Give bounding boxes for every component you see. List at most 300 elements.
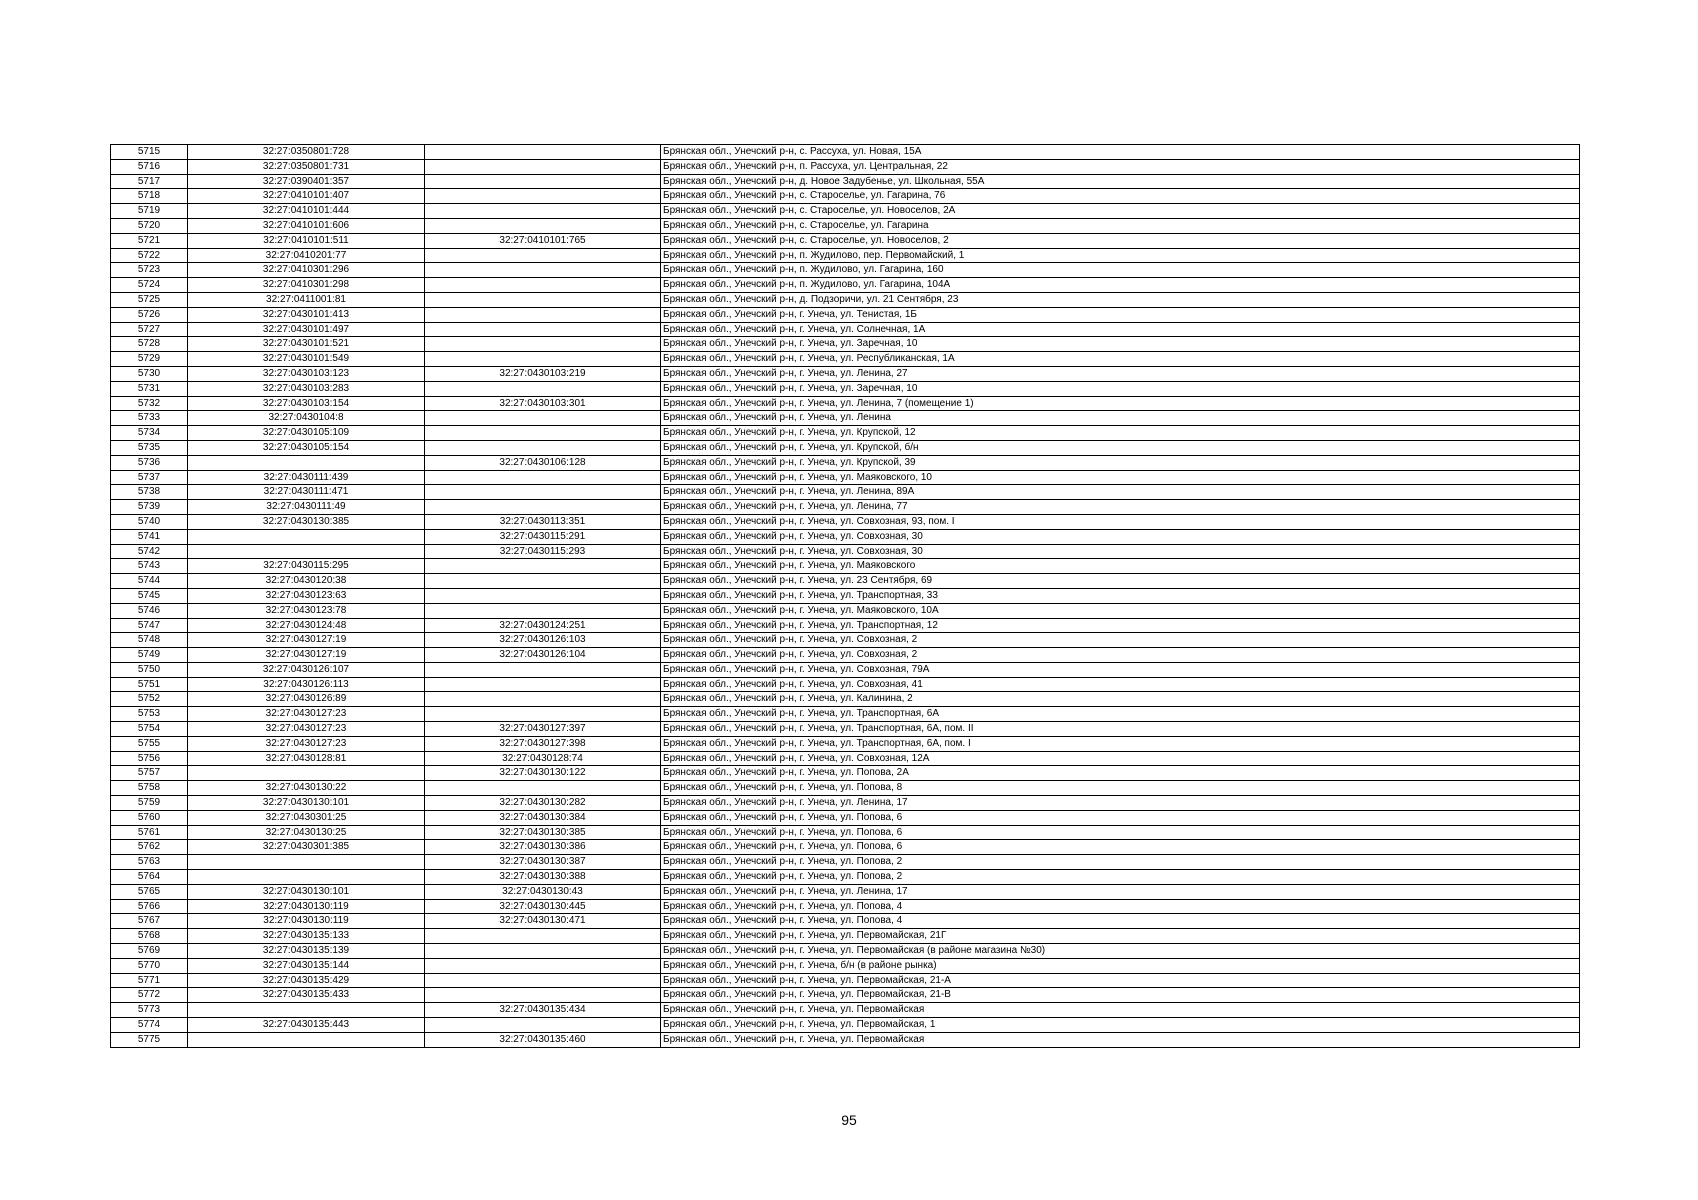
address-cell: Брянская обл., Унечский р-н, г. Унеча, ул. Транспортная, 6А, пом. II: [661, 722, 1580, 737]
table-row: [111, 633, 1580, 648]
related-cadastral-number-cell: 32:27:0430130:43: [425, 884, 661, 899]
table-row: [111, 958, 1580, 973]
cadastral-number-cell: 32:27:0430126:107: [188, 662, 425, 677]
row-number-cell: 5721: [111, 233, 188, 248]
table-row: [111, 500, 1580, 515]
related-cadastral-number-cell: [425, 574, 661, 589]
row-number-cell: 5718: [111, 189, 188, 204]
related-cadastral-number-cell: 32:27:0430130:387: [425, 855, 661, 870]
table-row: [111, 677, 1580, 692]
address-cell: Брянская обл., Унечский р-н, г. Унеча, ул. 23 Сентября, 69: [661, 574, 1580, 589]
table-row: [111, 825, 1580, 840]
address-cell: Брянская обл., Унечский р-н, г. Унеча, ул. Транспортная, 6А: [661, 707, 1580, 722]
cadastral-number-cell: 32:27:0390401:357: [188, 174, 425, 189]
address-cell: Брянская обл., Унечский р-н, г. Унеча, б/н (в районе рынка): [661, 958, 1580, 973]
row-number-cell: 5757: [111, 766, 188, 781]
cadastral-number-cell: 32:27:0430130:25: [188, 825, 425, 840]
table-row: [111, 263, 1580, 278]
address-cell: Брянская обл., Унечский р-н, г. Унеча, ул. Маяковского: [661, 559, 1580, 574]
row-number-cell: 5728: [111, 337, 188, 352]
address-cell: Брянская обл., Унечский р-н, г. Унеча, ул. Первомайская, 1: [661, 1018, 1580, 1033]
related-cadastral-number-cell: 32:27:0430135:434: [425, 1003, 661, 1018]
cadastral-number-cell: 32:27:0430128:81: [188, 751, 425, 766]
cadastral-number-cell: 32:27:0411001:81: [188, 292, 425, 307]
cadastral-number-cell: 32:27:0430130:119: [188, 899, 425, 914]
related-cadastral-number-cell: [425, 307, 661, 322]
address-cell: Брянская обл., Унечский р-н, г. Унеча, ул. Попова, 6: [661, 810, 1580, 825]
row-number-cell: 5767: [111, 914, 188, 929]
row-number-cell: 5772: [111, 988, 188, 1003]
address-cell: Брянская обл., Унечский р-н, г. Унеча, ул. Совхозная, 2: [661, 633, 1580, 648]
cadastral-number-cell: [188, 766, 425, 781]
cadastral-number-cell: 32:27:0430127:23: [188, 736, 425, 751]
cadastral-number-cell: 32:27:0430120:38: [188, 574, 425, 589]
related-cadastral-number-cell: 32:27:0430130:386: [425, 840, 661, 855]
table-row: [111, 1018, 1580, 1033]
cadastral-number-cell: 32:27:0430301:385: [188, 840, 425, 855]
cadastral-number-cell: 32:27:0430124:48: [188, 618, 425, 633]
cadastral-number-cell: 32:27:0430135:139: [188, 944, 425, 959]
related-cadastral-number-cell: [425, 292, 661, 307]
address-cell: Брянская обл., Унечский р-н, г. Унеча, ул. Первомайская: [661, 1003, 1580, 1018]
table-row: [111, 529, 1580, 544]
related-cadastral-number-cell: [425, 278, 661, 293]
related-cadastral-number-cell: 32:27:0430103:219: [425, 366, 661, 381]
cadastral-number-cell: 32:27:0430123:63: [188, 588, 425, 603]
table-row: [111, 810, 1580, 825]
table-row: [111, 736, 1580, 751]
row-number-cell: 5745: [111, 588, 188, 603]
address-cell: Брянская обл., Унечский р-н, г. Унеча, ул. Попова, 6: [661, 840, 1580, 855]
related-cadastral-number-cell: [425, 973, 661, 988]
row-number-cell: 5754: [111, 722, 188, 737]
related-cadastral-number-cell: [425, 263, 661, 278]
address-cell: Брянская обл., Унечский р-н, г. Унеча, ул. Совхозная, 2: [661, 648, 1580, 663]
address-cell: Брянская обл., Унечский р-н, г. Унеча, ул. Транспортная, 33: [661, 588, 1580, 603]
related-cadastral-number-cell: 32:27:0430126:103: [425, 633, 661, 648]
address-cell: Брянская обл., Унечский р-н, г. Унеча, ул. Крупской, 39: [661, 455, 1580, 470]
table-row: [111, 796, 1580, 811]
cadastral-number-cell: 32:27:0410101:606: [188, 218, 425, 233]
cadastral-number-cell: 32:27:0430130:385: [188, 514, 425, 529]
related-cadastral-number-cell: 32:27:0430130:122: [425, 766, 661, 781]
row-number-cell: 5746: [111, 603, 188, 618]
related-cadastral-number-cell: [425, 929, 661, 944]
table-row: [111, 470, 1580, 485]
row-number-cell: 5731: [111, 381, 188, 396]
cadastral-number-cell: 32:27:0430105:109: [188, 426, 425, 441]
related-cadastral-number-cell: 32:27:0430130:388: [425, 870, 661, 885]
cadastral-number-cell: 32:27:0350801:728: [188, 145, 425, 160]
row-number-cell: 5756: [111, 751, 188, 766]
related-cadastral-number-cell: [425, 958, 661, 973]
page-number: 95: [841, 1112, 857, 1128]
table-row: [111, 722, 1580, 737]
cadastral-number-cell: 32:27:0430111:439: [188, 470, 425, 485]
row-number-cell: 5771: [111, 973, 188, 988]
cadastral-number-cell: 32:27:0430105:154: [188, 440, 425, 455]
address-cell: Брянская обл., Унечский р-н, г. Унеча, ул. Попова, 2А: [661, 766, 1580, 781]
cadastral-number-cell: 32:27:0430130:119: [188, 914, 425, 929]
related-cadastral-number-cell: [425, 337, 661, 352]
related-cadastral-number-cell: 32:27:0430106:128: [425, 455, 661, 470]
cadastral-number-cell: 32:27:0430130:101: [188, 884, 425, 899]
address-cell: Брянская обл., Унечский р-н, г. Унеча, ул. Маяковского, 10А: [661, 603, 1580, 618]
cadastral-number-cell: 32:27:0430126:113: [188, 677, 425, 692]
table-row: [111, 248, 1580, 263]
table-row: [111, 870, 1580, 885]
address-cell: Брянская обл., Унечский р-н, г. Унеча, ул. Транспортная, 6А, пом. I: [661, 736, 1580, 751]
cadastral-number-cell: [188, 1003, 425, 1018]
row-number-cell: 5758: [111, 781, 188, 796]
address-cell: Брянская обл., Унечский р-н, г. Унеча, ул. Совхозная, 12А: [661, 751, 1580, 766]
row-number-cell: 5740: [111, 514, 188, 529]
table-row: [111, 692, 1580, 707]
table-row: [111, 855, 1580, 870]
cadastral-number-cell: 32:27:0430135:433: [188, 988, 425, 1003]
related-cadastral-number-cell: [425, 145, 661, 160]
related-cadastral-number-cell: [425, 677, 661, 692]
row-number-cell: 5723: [111, 263, 188, 278]
cadastral-number-cell: 32:27:0430101:549: [188, 352, 425, 367]
table-row: [111, 189, 1580, 204]
cadastral-number-cell: 32:27:0430111:471: [188, 485, 425, 500]
address-cell: Брянская обл., Унечский р-н, с. Староселье, ул. Гагарина, 76: [661, 189, 1580, 204]
table-row: [111, 1032, 1580, 1047]
table-row: [111, 204, 1580, 219]
cadastral-number-cell: 32:27:0430130:101: [188, 796, 425, 811]
cadastral-number-cell: 32:27:0430135:144: [188, 958, 425, 973]
table-row: [111, 914, 1580, 929]
table-row: [111, 145, 1580, 160]
row-number-cell: 5737: [111, 470, 188, 485]
row-number-cell: 5730: [111, 366, 188, 381]
related-cadastral-number-cell: [425, 559, 661, 574]
address-cell: Брянская обл., Унечский р-н, д. Подзоричи, ул. 21 Сентября, 23: [661, 292, 1580, 307]
related-cadastral-number-cell: 32:27:0430115:291: [425, 529, 661, 544]
table-row: [111, 381, 1580, 396]
row-number-cell: 5762: [111, 840, 188, 855]
row-number-cell: 5750: [111, 662, 188, 677]
row-number-cell: 5724: [111, 278, 188, 293]
address-cell: Брянская обл., Унечский р-н, г. Унеча, ул. Заречная, 10: [661, 337, 1580, 352]
related-cadastral-number-cell: [425, 781, 661, 796]
cadastral-number-cell: 32:27:0430101:413: [188, 307, 425, 322]
address-cell: Брянская обл., Унечский р-н, с. Рассуха, ул. Новая, 15А: [661, 145, 1580, 160]
row-number-cell: 5716: [111, 159, 188, 174]
cadastral-number-cell: 32:27:0430104:8: [188, 411, 425, 426]
cadastral-number-cell: 32:27:0430135:443: [188, 1018, 425, 1033]
address-cell: Брянская обл., Унечский р-н, г. Унеча, ул. Попова, 2: [661, 855, 1580, 870]
related-cadastral-number-cell: [425, 174, 661, 189]
address-cell: Брянская обл., Унечский р-н, п. Жудилово, ул. Гагарина, 160: [661, 263, 1580, 278]
address-cell: Брянская обл., Унечский р-н, г. Унеча, ул. Первомайская, 21Г: [661, 929, 1580, 944]
table-row: [111, 485, 1580, 500]
related-cadastral-number-cell: [425, 189, 661, 204]
cadastral-number-cell: 32:27:0430135:133: [188, 929, 425, 944]
address-cell: Брянская обл., Унечский р-н, г. Унеча, ул. Совхозная, 79А: [661, 662, 1580, 677]
cadastral-number-cell: 32:27:0410101:511: [188, 233, 425, 248]
address-cell: Брянская обл., Унечский р-н, г. Унеча, ул. Попова, 4: [661, 914, 1580, 929]
address-cell: Брянская обл., Унечский р-н, г. Унеча, ул. Первомайская: [661, 1032, 1580, 1047]
cadastral-number-cell: [188, 544, 425, 559]
cadastral-number-cell: 32:27:0410101:407: [188, 189, 425, 204]
address-cell: Брянская обл., Унечский р-н, г. Унеча, ул. Республиканская, 1А: [661, 352, 1580, 367]
row-number-cell: 5742: [111, 544, 188, 559]
related-cadastral-number-cell: [425, 159, 661, 174]
related-cadastral-number-cell: [425, 218, 661, 233]
table-row: [111, 455, 1580, 470]
related-cadastral-number-cell: [425, 944, 661, 959]
table-row: [111, 988, 1580, 1003]
cadastral-number-cell: 32:27:0430301:25: [188, 810, 425, 825]
table-row: [111, 337, 1580, 352]
row-number-cell: 5759: [111, 796, 188, 811]
table-row: [111, 559, 1580, 574]
address-cell: Брянская обл., Унечский р-н, г. Унеча, ул. Ленина, 27: [661, 366, 1580, 381]
row-number-cell: 5770: [111, 958, 188, 973]
related-cadastral-number-cell: [425, 248, 661, 263]
address-cell: Брянская обл., Унечский р-н, г. Унеча, ул. Первомайская (в районе магазина №30): [661, 944, 1580, 959]
related-cadastral-number-cell: 32:27:0430127:397: [425, 722, 661, 737]
related-cadastral-number-cell: [425, 662, 661, 677]
row-number-cell: 5744: [111, 574, 188, 589]
row-number-cell: 5766: [111, 899, 188, 914]
address-cell: Брянская обл., Унечский р-н, г. Унеча, ул. Попова, 2: [661, 870, 1580, 885]
table-row: [111, 781, 1580, 796]
address-cell: Брянская обл., Унечский р-н, г. Унеча, ул. Солнечная, 1А: [661, 322, 1580, 337]
cadastral-number-cell: 32:27:0430126:89: [188, 692, 425, 707]
related-cadastral-number-cell: 32:27:0430103:301: [425, 396, 661, 411]
row-number-cell: 5760: [111, 810, 188, 825]
related-cadastral-number-cell: [425, 988, 661, 1003]
row-number-cell: 5719: [111, 204, 188, 219]
cadastral-number-cell: 32:27:0430103:123: [188, 366, 425, 381]
table-row: [111, 292, 1580, 307]
address-cell: Брянская обл., Унечский р-н, с. Староселье, ул. Гагарина: [661, 218, 1580, 233]
table-row: [111, 307, 1580, 322]
row-number-cell: 5727: [111, 322, 188, 337]
row-number-cell: 5739: [111, 500, 188, 515]
cadastral-number-cell: 32:27:0410301:298: [188, 278, 425, 293]
related-cadastral-number-cell: [425, 603, 661, 618]
cadastral-number-cell: 32:27:0430101:497: [188, 322, 425, 337]
table-row: [111, 233, 1580, 248]
cadastral-number-cell: 32:27:0430103:283: [188, 381, 425, 396]
row-number-cell: 5725: [111, 292, 188, 307]
table-row: [111, 366, 1580, 381]
address-cell: Брянская обл., Унечский р-н, п. Рассуха, ул. Центральная, 22: [661, 159, 1580, 174]
related-cadastral-number-cell: 32:27:0430115:293: [425, 544, 661, 559]
cadastral-number-cell: 32:27:0430115:295: [188, 559, 425, 574]
table-row: [111, 544, 1580, 559]
address-cell: Брянская обл., Унечский р-н, г. Унеча, ул. Ленина, 17: [661, 796, 1580, 811]
related-cadastral-number-cell: [425, 588, 661, 603]
cadastral-number-cell: 32:27:0430135:429: [188, 973, 425, 988]
row-number-cell: 5748: [111, 633, 188, 648]
related-cadastral-number-cell: [425, 411, 661, 426]
table-row: [111, 944, 1580, 959]
row-number-cell: 5729: [111, 352, 188, 367]
row-number-cell: 5752: [111, 692, 188, 707]
row-number-cell: 5738: [111, 485, 188, 500]
address-cell: Брянская обл., Унечский р-н, г. Унеча, ул. Калинина, 2: [661, 692, 1580, 707]
related-cadastral-number-cell: 32:27:0430135:460: [425, 1032, 661, 1047]
address-cell: Брянская обл., Унечский р-н, г. Унеча, ул. Крупской, 12: [661, 426, 1580, 441]
address-cell: Брянская обл., Унечский р-н, г. Унеча, ул. Ленина: [661, 411, 1580, 426]
row-number-cell: 5761: [111, 825, 188, 840]
related-cadastral-number-cell: 32:27:0430130:445: [425, 899, 661, 914]
table-row: [111, 884, 1580, 899]
table-row: [111, 159, 1580, 174]
related-cadastral-number-cell: 32:27:0430130:385: [425, 825, 661, 840]
cadastral-number-cell: [188, 529, 425, 544]
table-row: [111, 396, 1580, 411]
related-cadastral-number-cell: 32:27:0410101:765: [425, 233, 661, 248]
cadastral-number-cell: 32:27:0430127:23: [188, 722, 425, 737]
address-cell: Брянская обл., Унечский р-н, д. Новое Задубенье, ул. Школьная, 55А: [661, 174, 1580, 189]
address-cell: Брянская обл., Унечский р-н, г. Унеча, ул. Попова, 6: [661, 825, 1580, 840]
related-cadastral-number-cell: [425, 470, 661, 485]
address-cell: Брянская обл., Унечский р-н, г. Унеча, ул. Крупской, б/н: [661, 440, 1580, 455]
address-cell: Брянская обл., Унечский р-н, г. Унеча, ул. Совхозная, 30: [661, 544, 1580, 559]
address-cell: Брянская обл., Унечский р-н, г. Унеча, ул. Совхозная, 93, пом. I: [661, 514, 1580, 529]
related-cadastral-number-cell: 32:27:0430130:282: [425, 796, 661, 811]
cadastral-number-cell: [188, 455, 425, 470]
row-number-cell: 5743: [111, 559, 188, 574]
row-number-cell: 5720: [111, 218, 188, 233]
table-row: [111, 174, 1580, 189]
row-number-cell: 5722: [111, 248, 188, 263]
cadastral-number-cell: 32:27:0430101:521: [188, 337, 425, 352]
row-number-cell: 5765: [111, 884, 188, 899]
row-number-cell: 5735: [111, 440, 188, 455]
cadastral-number-cell: 32:27:0410101:444: [188, 204, 425, 219]
address-cell: Брянская обл., Унечский р-н, г. Унеча, ул. Попова, 8: [661, 781, 1580, 796]
row-number-cell: 5764: [111, 870, 188, 885]
row-number-cell: 5773: [111, 1003, 188, 1018]
table-row: [111, 662, 1580, 677]
table-row: [111, 278, 1580, 293]
row-number-cell: 5717: [111, 174, 188, 189]
row-number-cell: 5763: [111, 855, 188, 870]
row-number-cell: 5741: [111, 529, 188, 544]
related-cadastral-number-cell: 32:27:0430126:104: [425, 648, 661, 663]
related-cadastral-number-cell: [425, 485, 661, 500]
table-row: [111, 840, 1580, 855]
row-number-cell: 5736: [111, 455, 188, 470]
row-number-cell: 5753: [111, 707, 188, 722]
address-cell: Брянская обл., Унечский р-н, г. Унеча, ул. Транспортная, 12: [661, 618, 1580, 633]
row-number-cell: 5749: [111, 648, 188, 663]
address-cell: Брянская обл., Унечский р-н, г. Унеча, ул. Попова, 4: [661, 899, 1580, 914]
table-row: [111, 588, 1580, 603]
address-cell: Брянская обл., Унечский р-н, г. Унеча, ул. Заречная, 10: [661, 381, 1580, 396]
related-cadastral-number-cell: [425, 440, 661, 455]
table-row: [111, 426, 1580, 441]
cadastral-number-cell: 32:27:0350801:731: [188, 159, 425, 174]
address-cell: Брянская обл., Унечский р-н, г. Унеча, ул. Совхозная, 30: [661, 529, 1580, 544]
row-number-cell: 5775: [111, 1032, 188, 1047]
table-row: [111, 322, 1580, 337]
row-number-cell: 5732: [111, 396, 188, 411]
cadastral-number-cell: 32:27:0430111:49: [188, 500, 425, 515]
related-cadastral-number-cell: [425, 204, 661, 219]
row-number-cell: 5747: [111, 618, 188, 633]
related-cadastral-number-cell: 32:27:0430130:471: [425, 914, 661, 929]
cadastral-number-cell: [188, 855, 425, 870]
address-cell: Брянская обл., Унечский р-н, п. Жудилово, пер. Первомайский, 1: [661, 248, 1580, 263]
related-cadastral-number-cell: [425, 381, 661, 396]
related-cadastral-number-cell: 32:27:0430127:398: [425, 736, 661, 751]
cadastral-number-cell: 32:27:0430123:78: [188, 603, 425, 618]
table-row: [111, 707, 1580, 722]
row-number-cell: 5769: [111, 944, 188, 959]
address-cell: Брянская обл., Унечский р-н, г. Унеча, ул. Ленина, 77: [661, 500, 1580, 515]
related-cadastral-number-cell: [425, 707, 661, 722]
address-cell: Брянская обл., Унечский р-н, г. Унеча, ул. Тенистая, 1Б: [661, 307, 1580, 322]
related-cadastral-number-cell: [425, 426, 661, 441]
cadastral-number-cell: 32:27:0430130:22: [188, 781, 425, 796]
related-cadastral-number-cell: [425, 1018, 661, 1033]
table-row: [111, 766, 1580, 781]
row-number-cell: 5751: [111, 677, 188, 692]
row-number-cell: 5755: [111, 736, 188, 751]
table-row: [111, 603, 1580, 618]
row-number-cell: 5734: [111, 426, 188, 441]
cadastral-number-cell: 32:27:0410201:77: [188, 248, 425, 263]
row-number-cell: 5774: [111, 1018, 188, 1033]
table-row: [111, 514, 1580, 529]
property-registry-table: [110, 144, 1580, 1048]
address-cell: Брянская обл., Унечский р-н, г. Унеча, ул. Первомайская, 21-В: [661, 988, 1580, 1003]
related-cadastral-number-cell: [425, 322, 661, 337]
related-cadastral-number-cell: 32:27:0430113:351: [425, 514, 661, 529]
address-cell: Брянская обл., Унечский р-н, г. Унеча, ул. Первомайская, 21-А: [661, 973, 1580, 988]
related-cadastral-number-cell: 32:27:0430128:74: [425, 751, 661, 766]
cadastral-number-cell: 32:27:0430127:23: [188, 707, 425, 722]
address-cell: Брянская обл., Унечский р-н, г. Унеча, ул. Маяковского, 10: [661, 470, 1580, 485]
related-cadastral-number-cell: 32:27:0430124:251: [425, 618, 661, 633]
table-row: [111, 618, 1580, 633]
row-number-cell: 5768: [111, 929, 188, 944]
related-cadastral-number-cell: [425, 352, 661, 367]
cadastral-number-cell: [188, 1032, 425, 1047]
table-row: [111, 574, 1580, 589]
related-cadastral-number-cell: [425, 692, 661, 707]
registry-table-body: [111, 145, 1580, 1048]
address-cell: Брянская обл., Унечский р-н, г. Унеча, ул. Ленина, 17: [661, 884, 1580, 899]
table-row: [111, 973, 1580, 988]
table-row: [111, 352, 1580, 367]
table-row: [111, 411, 1580, 426]
cadastral-number-cell: [188, 870, 425, 885]
table-row: [111, 218, 1580, 233]
table-row: [111, 751, 1580, 766]
address-cell: Брянская обл., Унечский р-н, п. Жудилово, ул. Гагарина, 104А: [661, 278, 1580, 293]
cadastral-number-cell: 32:27:0410301:296: [188, 263, 425, 278]
table-row: [111, 648, 1580, 663]
table-row: [111, 440, 1580, 455]
address-cell: Брянская обл., Унечский р-н, с. Староселье, ул. Новоселов, 2А: [661, 204, 1580, 219]
table-row: [111, 1003, 1580, 1018]
address-cell: Брянская обл., Унечский р-н, г. Унеча, ул. Совхозная, 41: [661, 677, 1580, 692]
related-cadastral-number-cell: [425, 500, 661, 515]
row-number-cell: 5715: [111, 145, 188, 160]
related-cadastral-number-cell: 32:27:0430130:384: [425, 810, 661, 825]
table-row: [111, 899, 1580, 914]
row-number-cell: 5726: [111, 307, 188, 322]
